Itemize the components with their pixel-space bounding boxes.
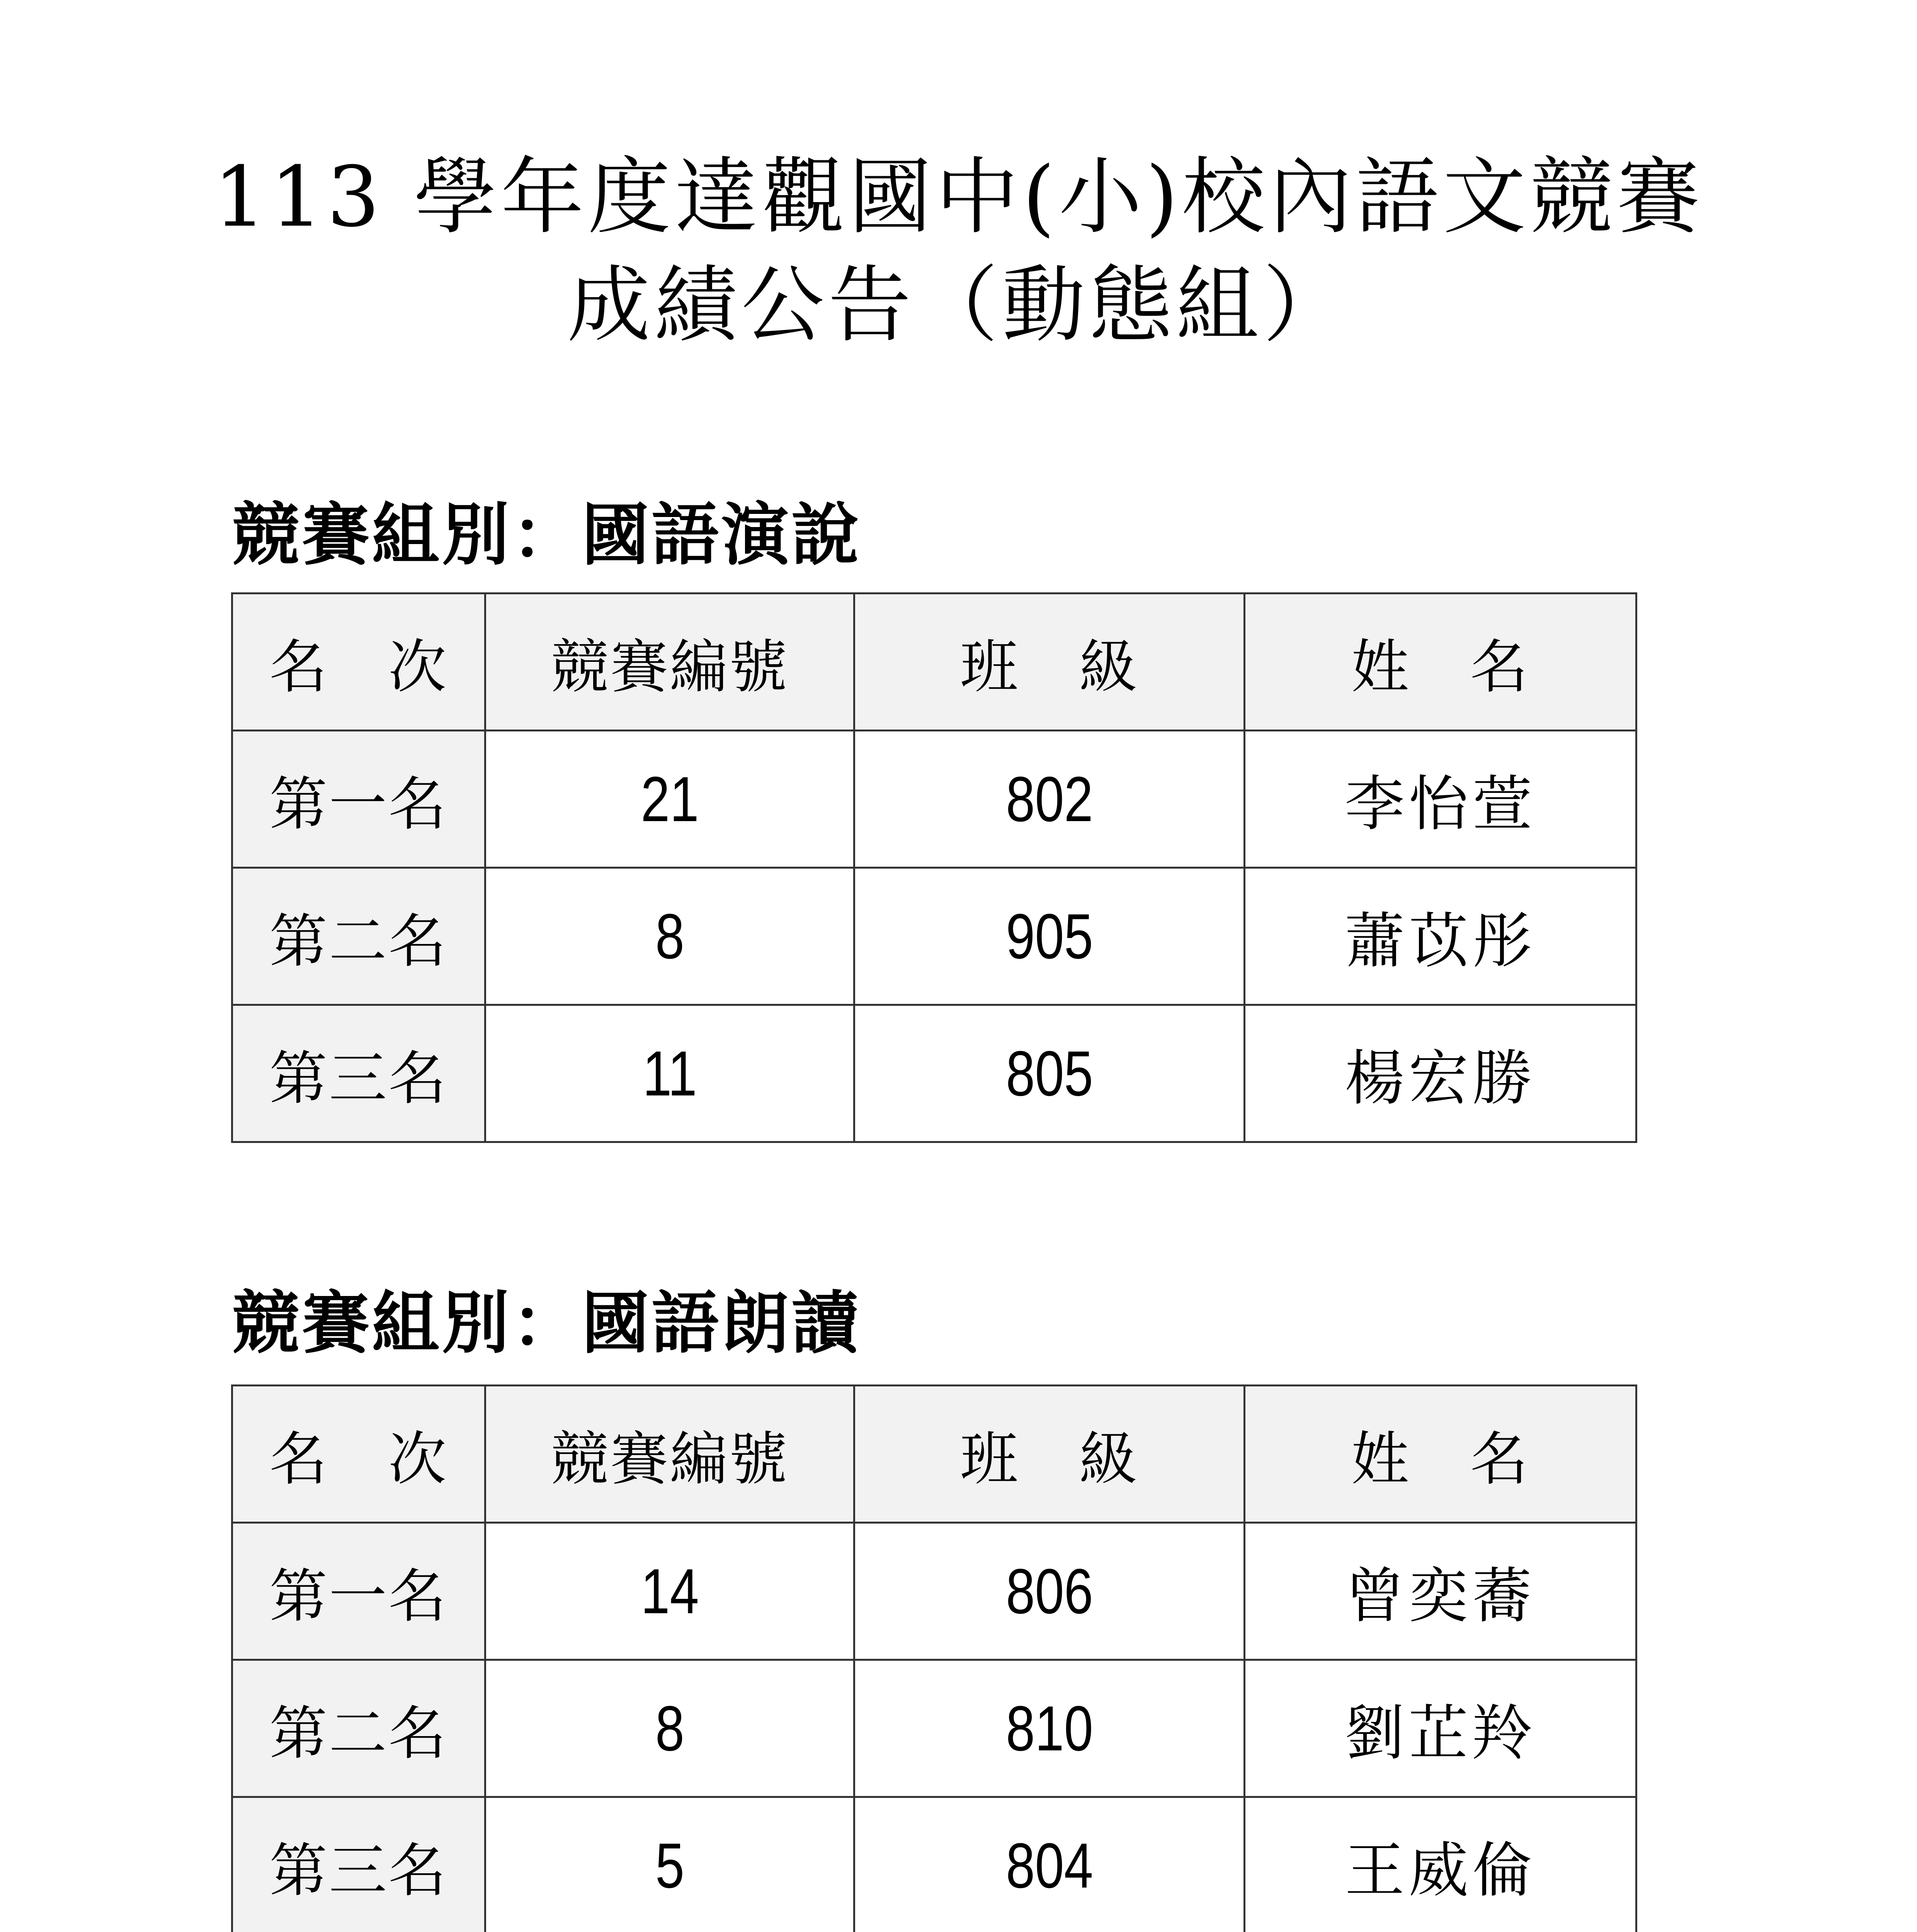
class-cell: 805	[889, 1005, 1209, 1142]
rank-cell: 第一名	[232, 731, 485, 868]
table-row	[232, 1660, 1636, 1797]
table-row	[232, 731, 1636, 868]
class-cell: 806	[889, 1523, 1209, 1660]
class-cell: 804	[889, 1797, 1209, 1932]
column-header-name: 姓 名	[1245, 594, 1636, 731]
results-table-reading	[231, 1384, 1637, 1932]
column-header-number: 競賽編號	[485, 594, 854, 731]
page-subtitle: 成績公告（動態組）	[567, 257, 1350, 354]
class-cell: 810	[889, 1660, 1209, 1797]
column-header-rank: 名 次	[232, 1386, 485, 1523]
column-header-number: 競賽編號	[485, 1386, 854, 1523]
rank-cell: 第三名	[232, 1797, 485, 1932]
table-header-row	[232, 594, 1636, 731]
page-title: 113 學年度達觀國中(小)校內語文競賽	[213, 148, 1704, 245]
column-header-class: 班 級	[854, 1386, 1245, 1523]
table-row	[232, 1797, 1636, 1932]
name-cell: 劉芷羚	[1245, 1660, 1636, 1797]
results-table-speech	[231, 592, 1637, 1143]
class-cell: 802	[889, 731, 1209, 868]
number-cell: 8	[518, 1660, 821, 1797]
table-row	[232, 868, 1636, 1005]
table-row	[232, 1005, 1636, 1142]
column-header-class: 班 級	[854, 594, 1245, 731]
class-cell: 905	[889, 868, 1209, 1005]
section-title-speech: 競賽組別：國語演說	[232, 495, 861, 575]
number-cell: 14	[518, 1523, 821, 1660]
table-row	[232, 1523, 1636, 1660]
number-cell: 8	[518, 868, 821, 1005]
table-header-row	[232, 1386, 1636, 1523]
column-header-name: 姓 名	[1245, 1386, 1636, 1523]
name-cell: 蕭苡彤	[1245, 868, 1636, 1005]
rank-cell: 第二名	[232, 868, 485, 1005]
name-cell: 王威倫	[1245, 1797, 1636, 1932]
rank-cell: 第三名	[232, 1005, 485, 1142]
name-cell: 曾奕蕎	[1245, 1523, 1636, 1660]
column-header-rank: 名 次	[232, 594, 485, 731]
name-cell: 楊宏勝	[1245, 1005, 1636, 1142]
rank-cell: 第一名	[232, 1523, 485, 1660]
rank-cell: 第二名	[232, 1660, 485, 1797]
name-cell: 李怡萱	[1245, 731, 1636, 868]
section-title-reading: 競賽組別：國語朗讀	[232, 1284, 861, 1363]
number-cell: 11	[518, 1005, 821, 1142]
number-cell: 5	[518, 1797, 821, 1932]
number-cell: 21	[518, 731, 821, 868]
